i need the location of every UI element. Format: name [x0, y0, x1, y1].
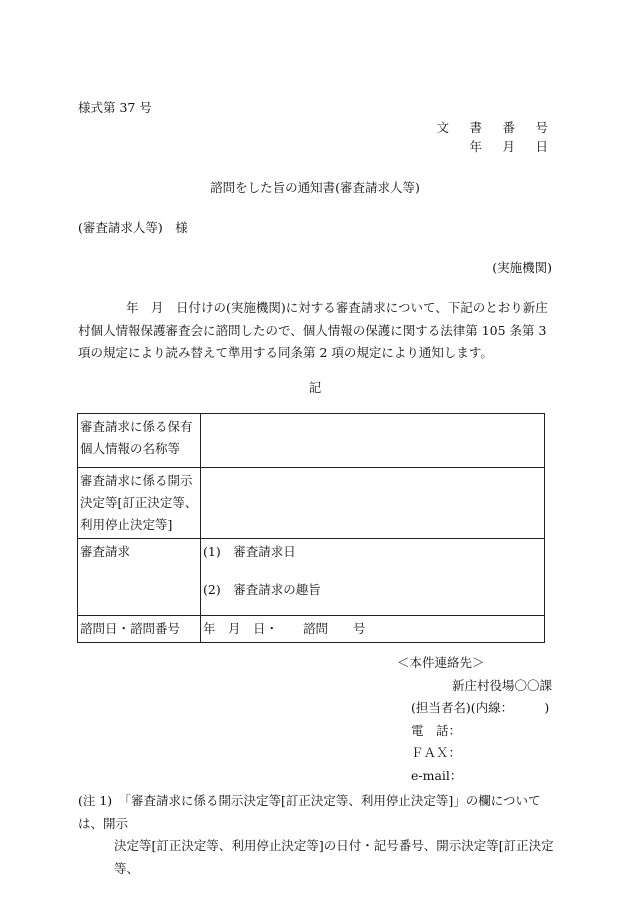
- date-line: 年 月 日: [469, 139, 552, 154]
- form-number: 様式第 37 号: [78, 100, 152, 115]
- table-row: [78, 539, 545, 616]
- table-value-disclosure-decision: [201, 468, 545, 539]
- table-label-disclosure-decision: 審査請求に係る開示決定等[訂正決定等、利用停止決定等]: [78, 468, 201, 539]
- contact-phone: 電 話：: [411, 722, 462, 738]
- table-label-inquiry: 諮問日・諮問番号: [78, 616, 201, 643]
- table-value-inquiry: 年 月 日・ 諮問 号: [201, 616, 545, 643]
- contact-email: e-mail：: [411, 767, 463, 783]
- addressee: (審査請求人等) 様: [78, 220, 188, 235]
- contact-heading: ＜本件連絡先＞: [397, 655, 485, 670]
- table-row: [78, 468, 545, 539]
- contact-office: 新庄村役場〇〇課: [451, 677, 552, 693]
- table-row: [78, 616, 545, 643]
- request-date-item: (1) 審査請求日: [203, 544, 296, 559]
- ki-heading: 記: [308, 380, 322, 395]
- table-value-personal-info: [201, 414, 545, 468]
- info-table: [77, 413, 545, 643]
- contact-block: [397, 652, 552, 787]
- table-row: [78, 414, 545, 468]
- request-purpose-item: (2) 審査請求の趣旨: [203, 582, 321, 597]
- table-value-request: [201, 539, 545, 616]
- note-block: [78, 790, 558, 880]
- body-paragraph: 年 月 日付けの(実施機関)に対する審査請求について、下記のとおり新庄村個人情報保護審査会に諮問したので、個人情報の保護に関する法律第 105 条第 3 項の規定により読み替えて準用する同条第 2 項の規定により通知します。: [78, 300, 548, 360]
- issuing-agency: (実施機関): [492, 260, 552, 275]
- table-label-request: 審査請求: [78, 539, 201, 616]
- document-number-label: 文 書 番 号: [436, 120, 552, 135]
- contact-fax: ＦＡＸ：: [411, 745, 462, 760]
- note-label: (注 1): [78, 793, 113, 808]
- document-title: 諮問をした旨の通知書(審査請求人等): [210, 180, 420, 195]
- table-label-personal-info: 審査請求に係る保有個人情報の名称等: [78, 414, 201, 468]
- note-line2: 決定等[訂正決定等、利用停止決定等]の日付・記号番号、開示決定等[訂正決定等、: [114, 838, 554, 876]
- note-line1: 「審査請求に係る開示決定等[訂正決定等、利用停止決定等]」の欄については、開示: [78, 793, 541, 831]
- contact-person: (担当者名)(内線： ): [411, 700, 550, 715]
